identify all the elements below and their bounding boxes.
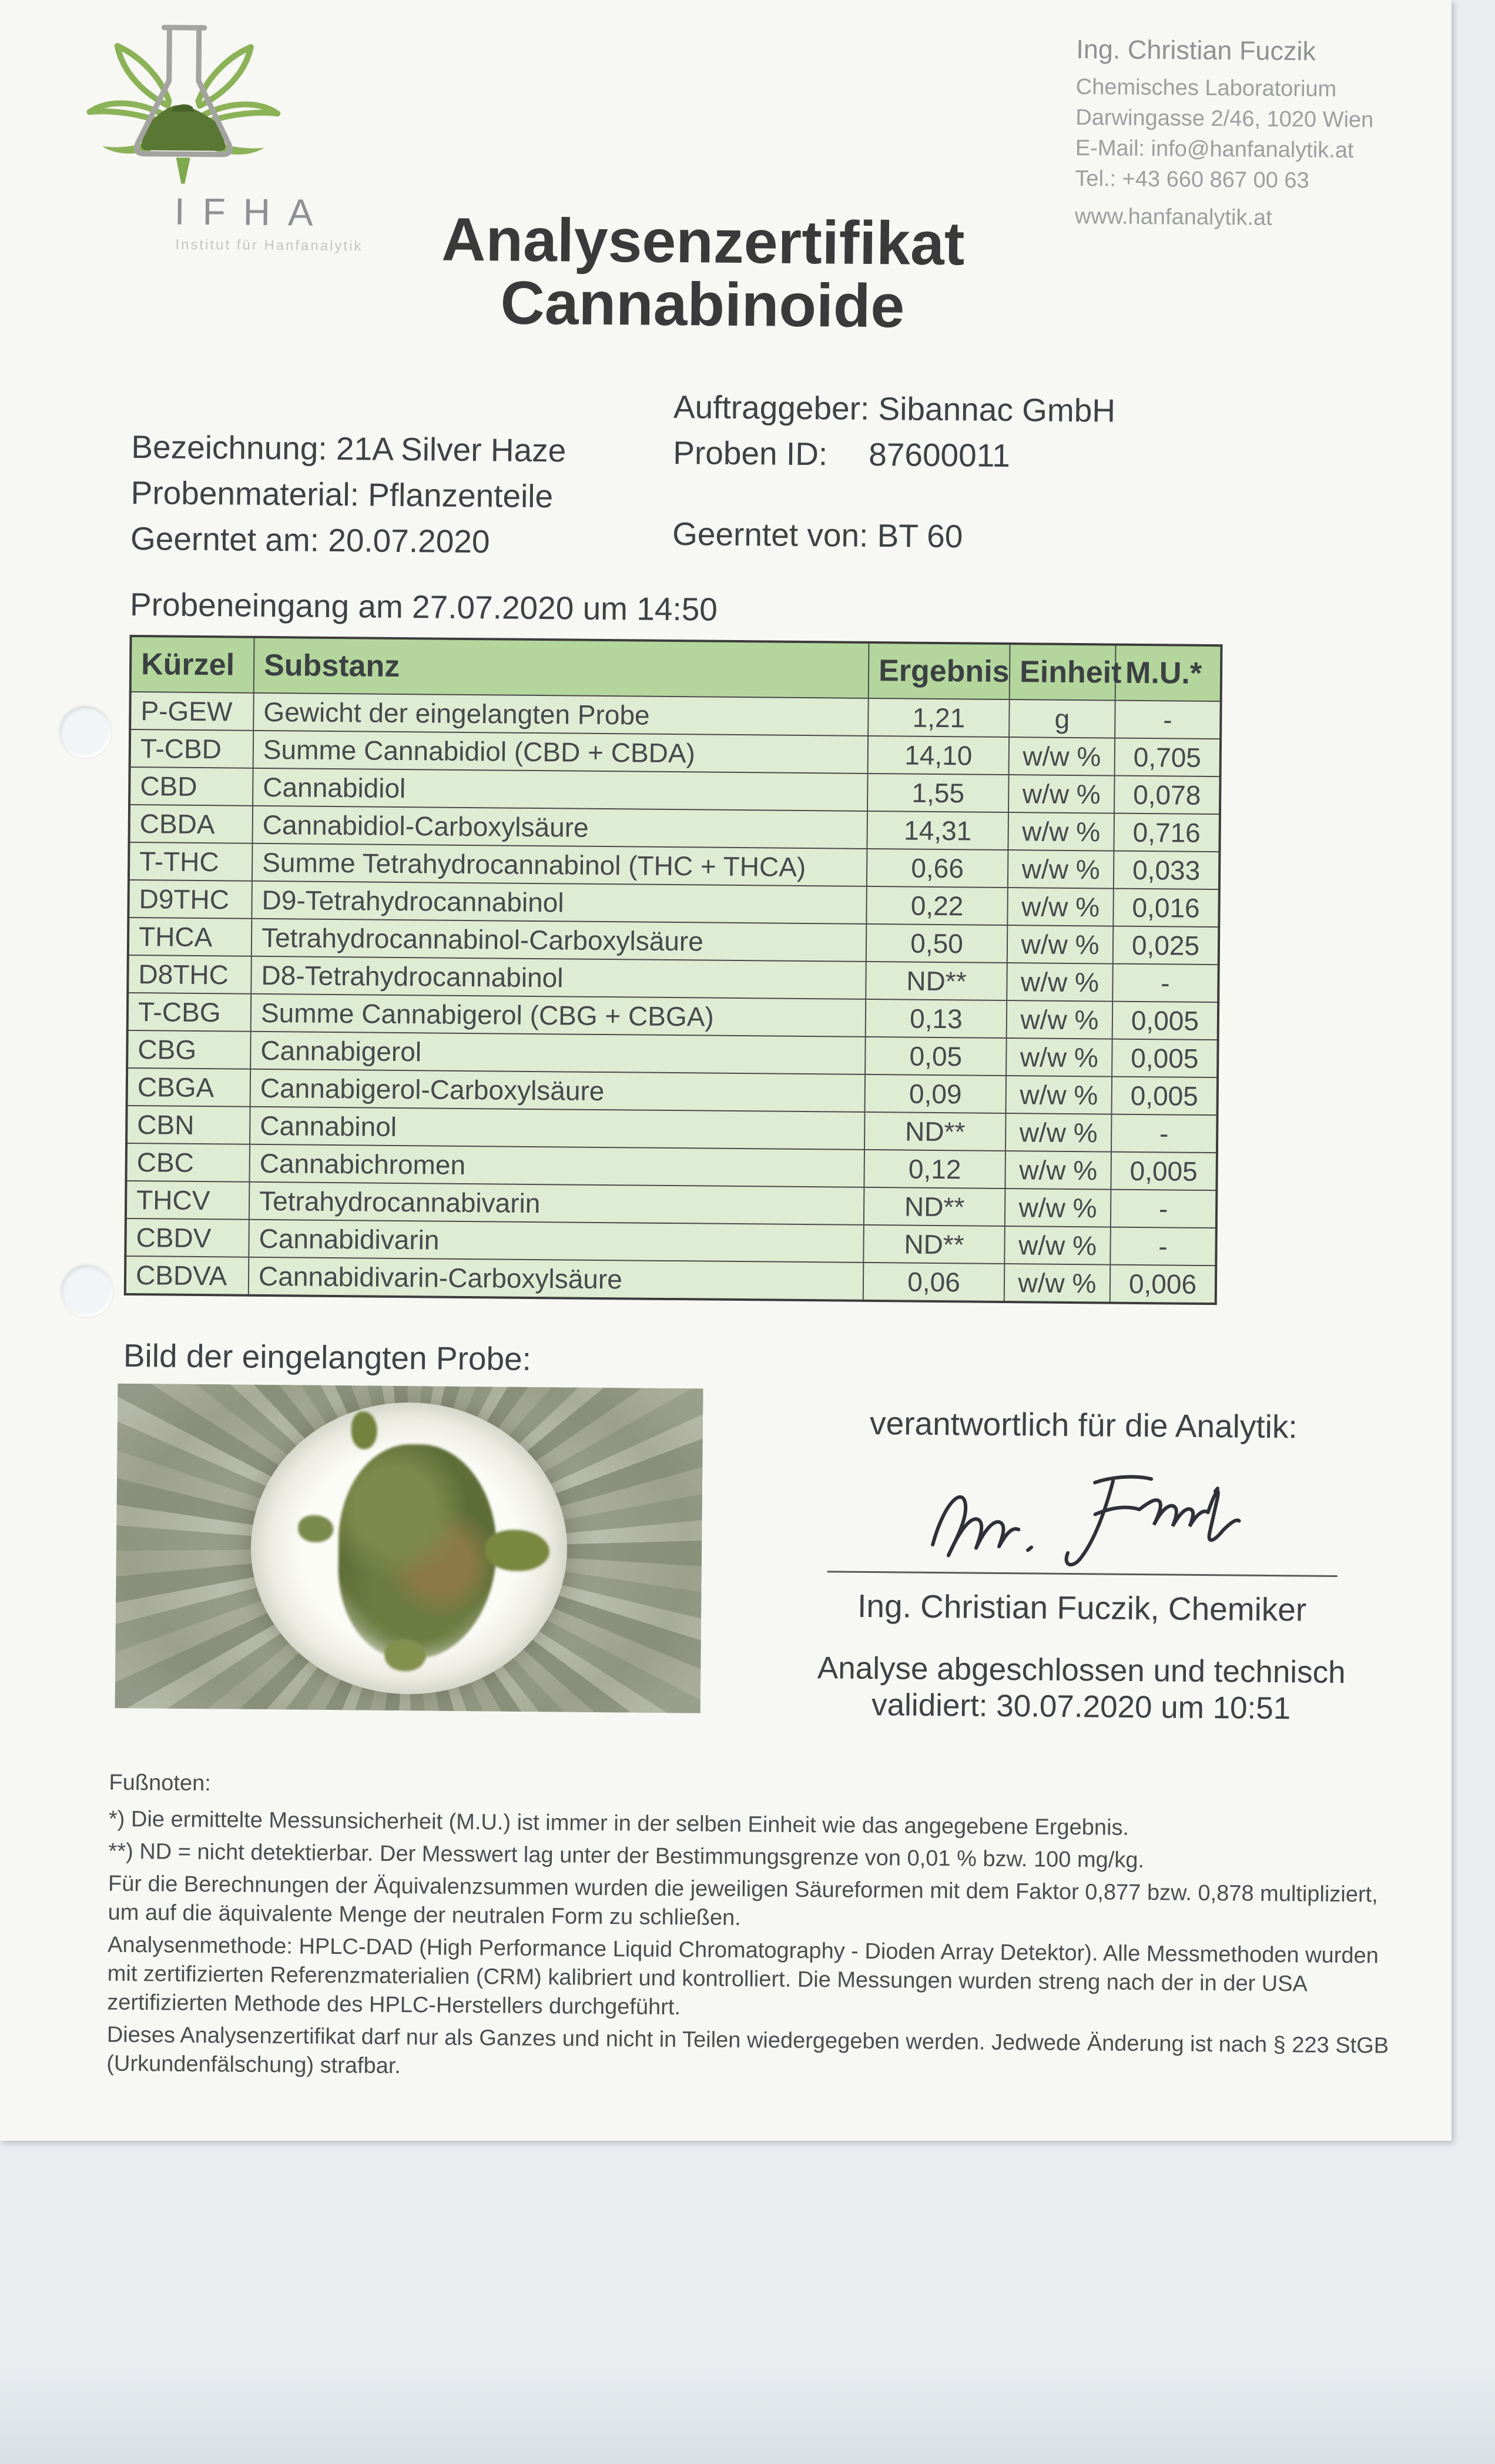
footnote-item: Analysenmethode: HPLC-DAD (High Performance Liquid Chromatography - Dioden Array Detektor). Alle Messmethoden wurden mit zertifizierten Referenzmaterialien (CRM) kalibriert und kontrolliert. Die Messungen wurden streng nach der in der USA zertifizierten Methode des HPLC-Herstellers durchgeführt. xyxy=(107,1932,1379,2020)
cell-mu: 0,025 xyxy=(1113,926,1219,965)
responsible-label: verantwortlich für die Analytik: xyxy=(869,1405,1298,1445)
cell-einheit: w/w % xyxy=(1007,963,1113,1002)
contact-phone: Tel.: +43 660 867 00 63 xyxy=(1075,166,1309,193)
cell-ergebnis: 1,21 xyxy=(868,698,1010,737)
document-title xyxy=(291,207,1115,340)
cell-substanz: Cannabichromen xyxy=(249,1144,864,1187)
cell-mu: 0,005 xyxy=(1112,1039,1218,1078)
cell-substanz: D9-Tetrahydrocannabinol xyxy=(252,881,867,924)
cell-substanz: Summe Tetrahydrocannabinol (THC + THCA) xyxy=(252,843,867,886)
cell-einheit: w/w % xyxy=(1004,1226,1111,1265)
cell-einheit: w/w % xyxy=(1004,1264,1111,1303)
footnotes-section xyxy=(106,1770,1396,2093)
cell-ergebnis: ND** xyxy=(864,1112,1006,1151)
cell-substanz: Tetrahydrocannabinol-Carboxylsäure xyxy=(252,919,867,962)
validation-statement xyxy=(810,1650,1352,1728)
cell-kuerzel: CBC xyxy=(126,1143,250,1182)
field-geerntet-von xyxy=(672,515,963,555)
cell-mu: 0,005 xyxy=(1112,1077,1218,1116)
cell-mu: 0,005 xyxy=(1111,1152,1217,1191)
field-value: BT 60 xyxy=(877,517,963,555)
field-label: Bezeichnung: xyxy=(131,428,327,467)
field-value: Pflanzenteile xyxy=(367,476,554,515)
cell-ergebnis: 0,12 xyxy=(864,1150,1005,1189)
cell-mu: 0,006 xyxy=(1110,1265,1216,1304)
cell-substanz: Cannabidiol-Carboxylsäure xyxy=(252,806,867,849)
cell-kuerzel: T-THC xyxy=(129,842,253,881)
cell-mu: - xyxy=(1111,1114,1218,1153)
cell-einheit: w/w % xyxy=(1008,812,1114,851)
cell-einheit: w/w % xyxy=(1005,1189,1111,1227)
field-label: Auftraggeber: xyxy=(673,389,870,427)
cell-substanz: Cannabinol xyxy=(250,1107,865,1150)
signature-block xyxy=(810,1404,1354,1728)
cell-mu: 0,716 xyxy=(1114,813,1220,852)
field-label: Probenmaterial: xyxy=(130,474,360,513)
cell-mu: 0,078 xyxy=(1114,776,1221,815)
cell-mu: - xyxy=(1115,701,1221,739)
table-header-row xyxy=(130,636,1222,701)
cell-einheit: w/w % xyxy=(1008,850,1114,889)
field-value: 20.07.2020 xyxy=(327,521,490,560)
title-line-2: Cannabinoide xyxy=(500,269,905,341)
cell-ergebnis: 14,31 xyxy=(867,811,1008,850)
field-probenmaterial xyxy=(130,474,553,515)
cell-substanz: Cannabidivarin-Carboxylsäure xyxy=(249,1257,864,1301)
cell-kuerzel: D9THC xyxy=(128,880,252,919)
cell-mu: - xyxy=(1110,1227,1216,1266)
cell-kuerzel: THCV xyxy=(126,1181,250,1220)
footnote-item: *) Die ermittelte Messunsicherheit (M.U.) ist immer in der selben Einheit wie das angegebene Ergebnis. xyxy=(108,1806,1129,1840)
field-value: 21A Silver Haze xyxy=(336,430,567,469)
cell-einheit: w/w % xyxy=(1008,775,1115,813)
cell-kuerzel: T-CBD xyxy=(130,729,254,768)
cell-substanz: Tetrahydrocannabivarin xyxy=(249,1182,864,1225)
cell-kuerzel: CBDV xyxy=(125,1218,249,1257)
field-label: Geerntet am: xyxy=(130,520,320,558)
footnote-item: Für die Berechnungen der Äquivalenzsummen wurden die jeweiligen Säureformen mit dem Faktor 0,877 bzw. 0,878 multipliziert, um auf die äquivalente Menge der neutralen Form zu schließen. xyxy=(108,1871,1378,1931)
cell-kuerzel: T-CBG xyxy=(128,993,252,1032)
cell-einheit: g xyxy=(1009,699,1115,738)
field-value: Sibannac GmbH xyxy=(878,390,1116,429)
cell-einheit: w/w % xyxy=(1006,1076,1112,1114)
cell-ergebnis: 0,06 xyxy=(863,1263,1005,1302)
cell-kuerzel: CBDVA xyxy=(125,1256,249,1295)
cell-einheit: w/w % xyxy=(1009,737,1115,776)
punch-hole xyxy=(59,706,111,758)
footnotes-heading: Fußnoten: xyxy=(109,1770,211,1796)
field-label: Proben ID: xyxy=(673,434,828,473)
col-header-mu: M.U.* xyxy=(1115,645,1222,702)
logo-acronym: IFHA xyxy=(174,190,331,234)
logo-subtitle: Institut für Hanfanalytik xyxy=(175,236,363,255)
cell-substanz: Summe Cannabigerol (CBG + CBGA) xyxy=(251,994,866,1037)
cell-einheit: w/w % xyxy=(1005,1113,1112,1152)
contact-line: Chemisches Laboratorium xyxy=(1075,74,1337,102)
cell-kuerzel: CBD xyxy=(129,767,253,806)
cell-einheit: w/w % xyxy=(1006,1038,1112,1077)
col-header-kuerzel: Kürzel xyxy=(130,636,254,693)
contact-name: Ing. Christian Fuczik xyxy=(1076,34,1316,66)
cell-ergebnis: ND** xyxy=(866,962,1007,1000)
results-table xyxy=(124,635,1223,1305)
cell-kuerzel: P-GEW xyxy=(130,692,254,731)
signature-line xyxy=(827,1571,1338,1577)
field-probeneingang: Probeneingang am 27.07.2020 um 14:50 xyxy=(129,585,718,628)
title-line-1: Analysenzertifikat xyxy=(441,205,965,279)
cell-mu: - xyxy=(1111,1190,1217,1228)
cell-ergebnis: ND** xyxy=(864,1187,1005,1226)
cell-substanz: Cannabigerol xyxy=(250,1032,866,1074)
cell-ergebnis: 0,50 xyxy=(866,924,1008,963)
cell-einheit: w/w % xyxy=(1007,888,1114,926)
cell-ergebnis: ND** xyxy=(863,1225,1005,1264)
cell-kuerzel: THCA xyxy=(128,918,252,956)
cell-kuerzel: CBDA xyxy=(129,805,253,843)
handwritten-signature xyxy=(918,1457,1248,1571)
validation-line-2: validiert: 30.07.2020 um 10:51 xyxy=(871,1688,1291,1726)
cell-ergebnis: 0,22 xyxy=(866,886,1008,925)
field-auftraggeber xyxy=(673,388,1116,430)
cell-einheit: w/w % xyxy=(1007,925,1114,964)
field-label: Geerntet von: xyxy=(672,515,869,554)
col-header-einheit: Einheit xyxy=(1010,644,1116,701)
contact-email: E-Mail: info@hanfanalytik.at xyxy=(1075,135,1354,163)
contact-line: Darwingasse 2/46, 1020 Wien xyxy=(1075,105,1374,133)
cell-substanz: D8-Tetrahydrocannabinol xyxy=(251,956,866,999)
cell-substanz: Cannabidiol xyxy=(253,768,868,811)
cell-kuerzel: CBGA xyxy=(127,1068,251,1107)
field-proben-id xyxy=(673,434,1010,474)
cell-ergebnis: 0,13 xyxy=(866,999,1007,1038)
field-value: 87600011 xyxy=(868,436,1011,474)
punch-hole xyxy=(61,1265,113,1317)
cell-kuerzel: CBN xyxy=(126,1106,250,1144)
cell-einheit: w/w % xyxy=(1005,1151,1111,1190)
footnote-item: **) ND = nicht detektierbar. Der Messwert lag unter der Bestimmungsgrenze von 0,01 % bzw. 100 mg/kg. xyxy=(108,1839,1145,1873)
cell-ergebnis: 14,10 xyxy=(868,736,1010,775)
cell-substanz: Cannabigerol-Carboxylsäure xyxy=(250,1069,866,1112)
cell-substanz: Cannabidivarin xyxy=(249,1220,864,1263)
col-header-ergebnis: Ergebnis xyxy=(869,642,1010,699)
cell-mu: 0,005 xyxy=(1112,1002,1219,1040)
cell-ergebnis: 0,66 xyxy=(867,849,1008,888)
cell-ergebnis: 1,55 xyxy=(867,774,1009,812)
photo-label: Bild der eingelangten Probe: xyxy=(123,1337,532,1377)
validation-line-1: Analyse abgeschlossen und technisch xyxy=(817,1651,1346,1690)
cell-kuerzel: D8THC xyxy=(128,955,252,994)
cell-mu: - xyxy=(1112,964,1219,1003)
signer-name: Ing. Christian Fuczik, Chemiker xyxy=(857,1587,1307,1628)
col-header-substanz: Substanz xyxy=(254,637,869,698)
footnote-item: Dieses Analysenzertifikat darf nur als Ganzes und nicht in Teilen wiedergegeben werden. Jedwede Änderung ist nach § 223 StGB (Urkundenfälschung) strafbar. xyxy=(106,2022,1389,2079)
cell-ergebnis: 0,05 xyxy=(865,1037,1007,1076)
cell-ergebnis: 0,09 xyxy=(865,1074,1007,1113)
cell-kuerzel: CBG xyxy=(127,1030,251,1069)
cell-mu: 0,016 xyxy=(1113,889,1219,928)
lab-contact-block xyxy=(1075,34,1375,234)
cell-mu: 0,033 xyxy=(1114,851,1220,890)
cell-substanz: Gewicht der eingelangten Probe xyxy=(253,693,869,736)
cell-mu: 0,705 xyxy=(1115,738,1221,777)
results-table-body xyxy=(125,692,1221,1304)
ifha-lab-leaf-logo-icon xyxy=(73,21,293,188)
contact-website: www.hanfanalytik.at xyxy=(1074,203,1272,230)
field-bezeichnung xyxy=(131,428,566,469)
cell-einheit: w/w % xyxy=(1007,1000,1113,1039)
cell-substanz: Summe Cannabidiol (CBD + CBDA) xyxy=(253,731,869,774)
sample-photo xyxy=(115,1384,703,1713)
field-geerntet-am xyxy=(130,520,490,560)
footnotes-list xyxy=(106,1805,1396,2090)
photo-plant-crumb xyxy=(298,1515,333,1542)
